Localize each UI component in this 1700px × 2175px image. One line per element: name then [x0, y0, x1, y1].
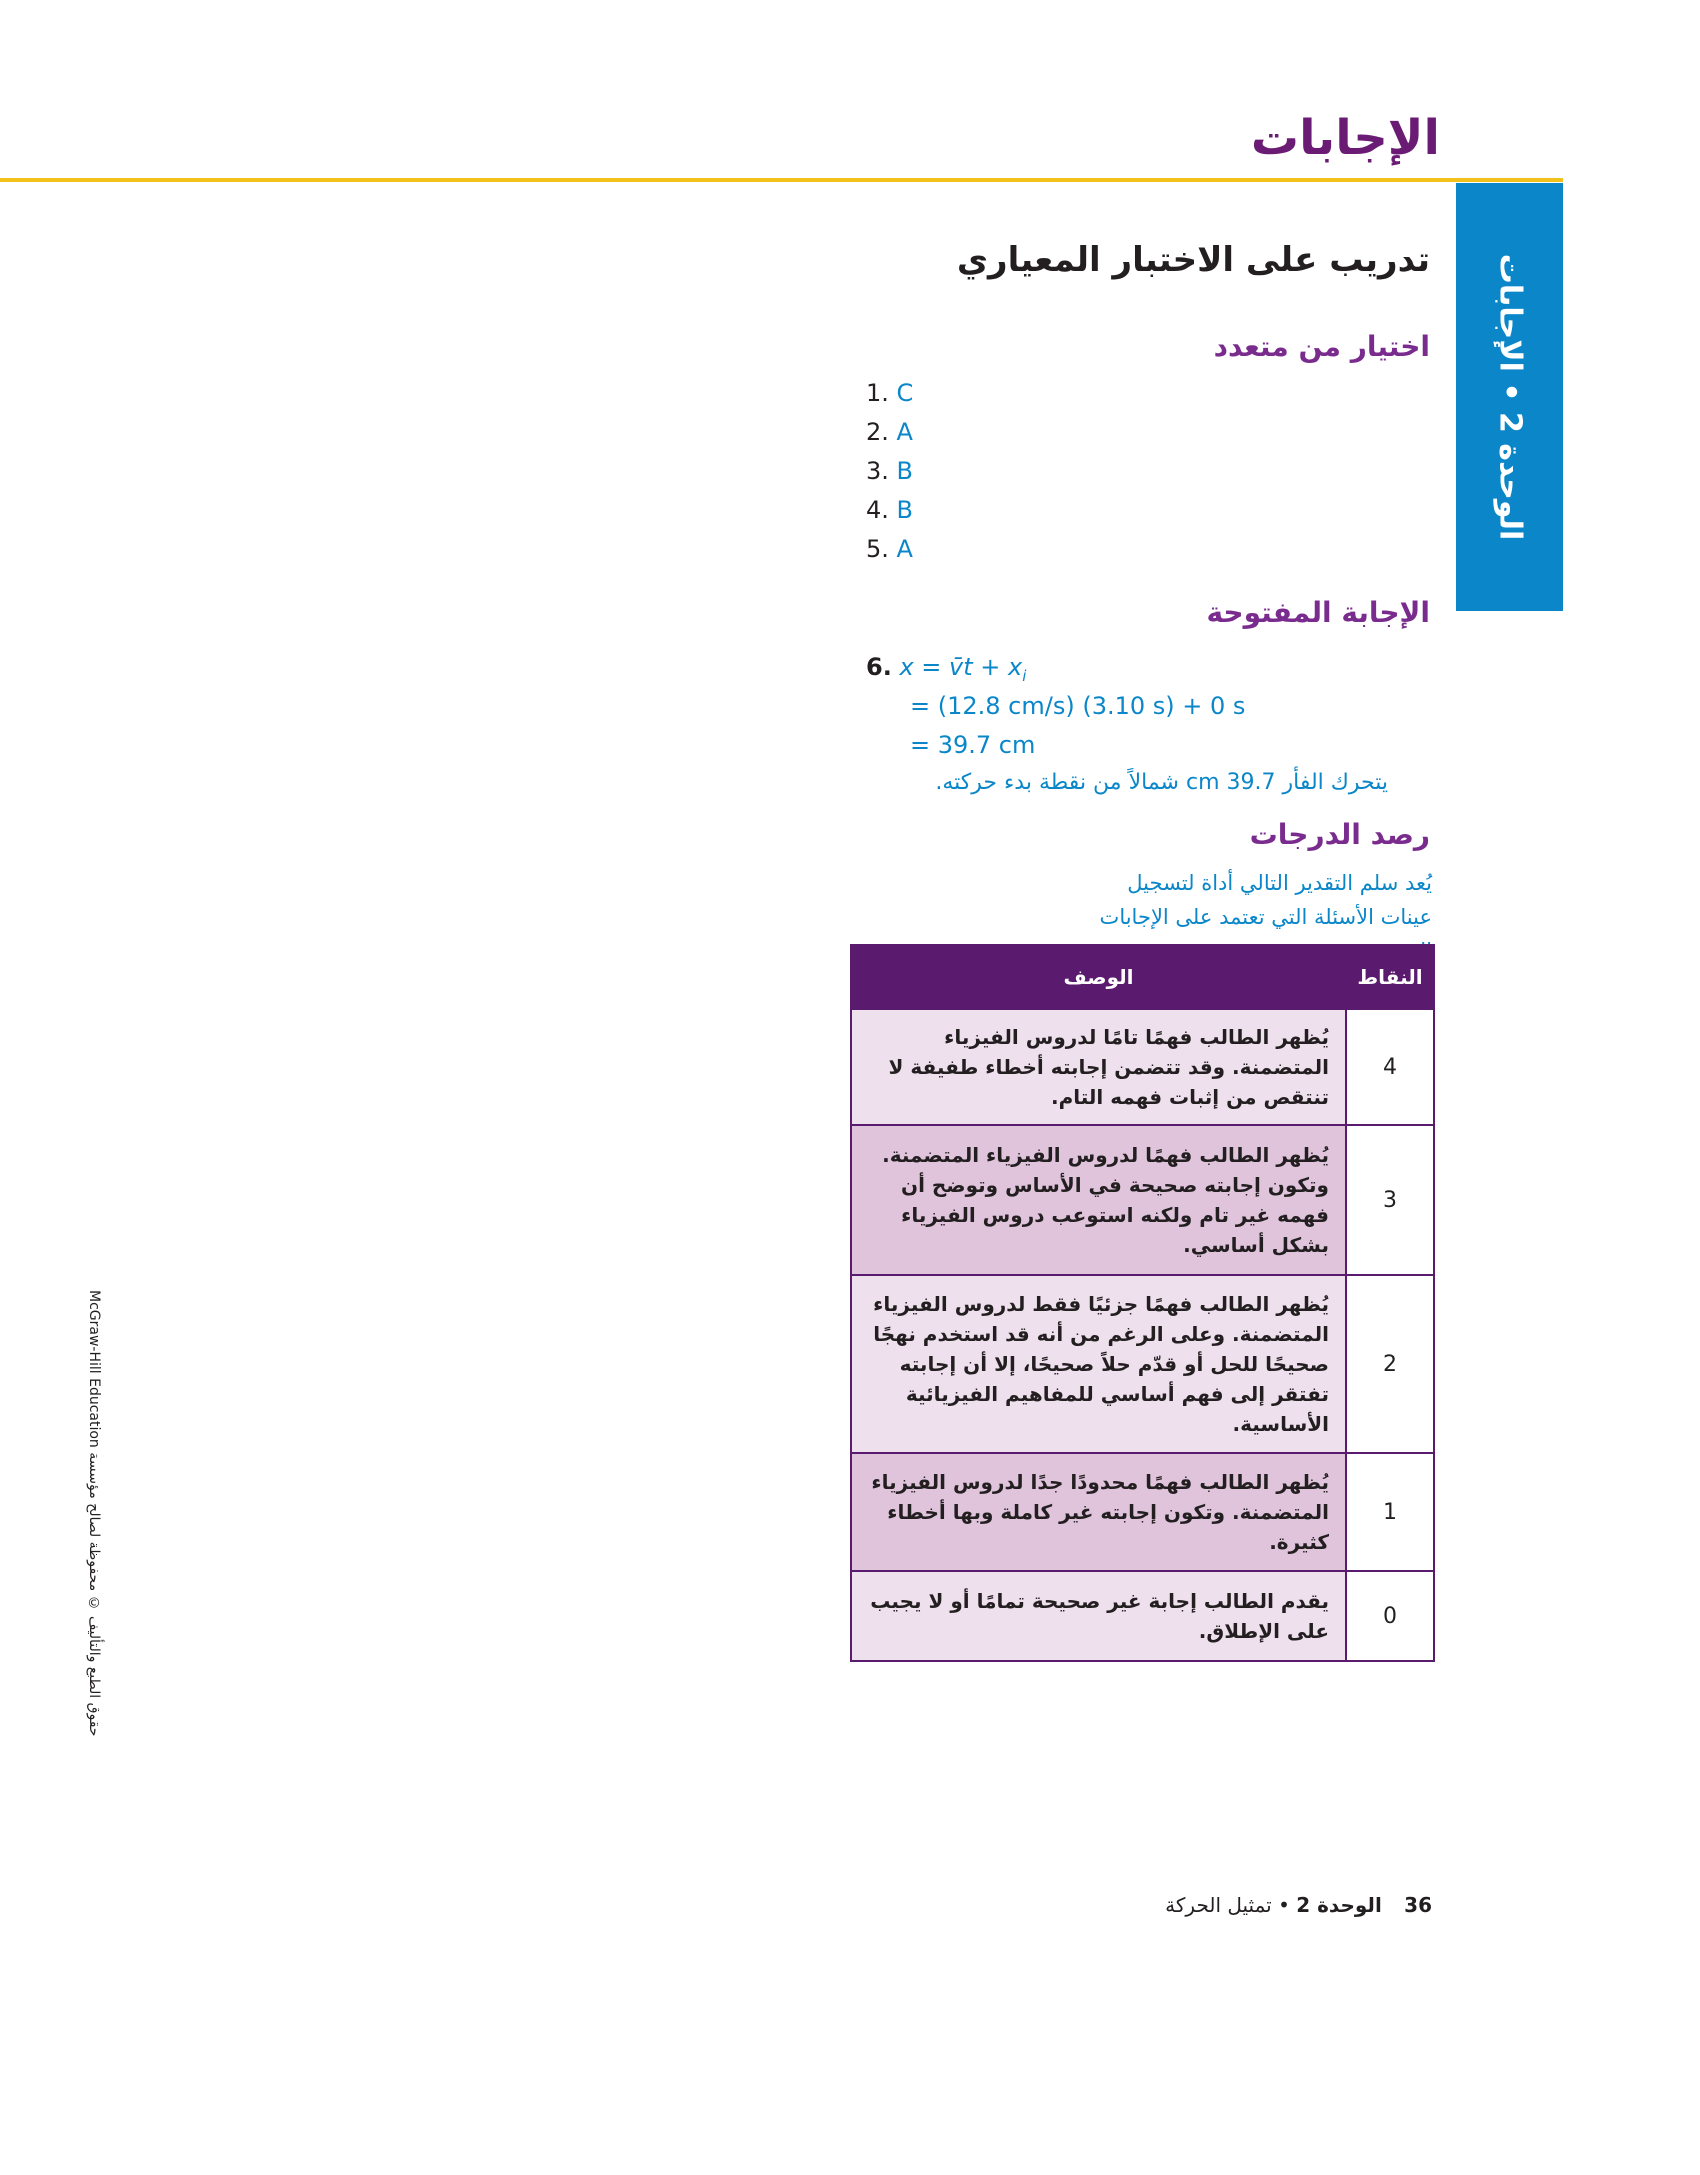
table-row	[851, 1453, 1434, 1571]
open-response-calculation	[866, 648, 1245, 765]
multiple-choice-list	[866, 374, 913, 569]
points-cell: 0	[1346, 1571, 1434, 1661]
column-header-points: النقاط	[1346, 945, 1434, 1009]
scoring-rubric-table	[850, 944, 1435, 1662]
section-title: تدريب على الاختبار المعياري	[956, 240, 1430, 280]
page-number: 36	[1404, 1893, 1432, 1917]
description-cell: يقدم الطالب إجابة غير صحيحة تمامًا أو لا يجيب على الإطلاق.	[851, 1571, 1346, 1661]
list-item: 5. A	[866, 535, 913, 563]
table-row	[851, 1571, 1434, 1661]
points-cell: 2	[1346, 1275, 1434, 1453]
open-response-note: يتحرك الفأر 39.7 cm شمالاً من نقطة بدء حركته.	[935, 770, 1388, 795]
list-item: 4. B	[866, 496, 914, 524]
multiple-choice-heading: اختيار من متعدد	[1213, 330, 1430, 363]
copyright-notice: حقوق الطبع والتأليف © محفوظة لصالح مؤسسة McGraw-Hill Education	[86, 1290, 102, 1737]
list-item: 2. A	[866, 418, 913, 446]
page-footer: 36 الوحدة 2 • تمثيل الحركة	[1165, 1893, 1432, 1917]
description-cell: يُظهر الطالب فهمًا تامًا لدروس الفيزياء المتضمنة. وقد تتضمن إجابته أخطاء طفيفة لا تنتقص من إثبات فهمه التام.	[851, 1009, 1346, 1125]
points-cell: 1	[1346, 1453, 1434, 1571]
side-tab-label: الوحدة 2 • الإجابات	[1492, 253, 1527, 541]
calc-line-2: = (12.8 cm/s) (3.10 s) + 0 s	[910, 692, 1246, 720]
table-header-row	[851, 945, 1434, 1009]
footer-unit-title: تمثيل الحركة	[1165, 1893, 1272, 1917]
column-header-description: الوصف	[851, 945, 1346, 1009]
description-cell: يُظهر الطالب فهمًا لدروس الفيزياء المتضمنة. وتكون إجابته صحيحة في الأساس وتوضح أن فهمه غير تام ولكنه استوعب دروس الفيزياء بشكل أساسي.	[851, 1125, 1346, 1275]
header-rule	[0, 178, 1563, 182]
points-cell: 3	[1346, 1125, 1434, 1275]
footer-unit: الوحدة 2	[1296, 1893, 1382, 1917]
description-cell: يُظهر الطالب فهمًا محدودًا جدًا لدروس الفيزياء المتضمنة. وتكون إجابته غير كاملة وبها أخطاء كثيرة.	[851, 1453, 1346, 1571]
table-row	[851, 1275, 1434, 1453]
list-item: 3. B	[866, 457, 914, 485]
open-response-heading: الإجابة المفتوحة	[1206, 596, 1430, 629]
scoring-heading: رصد الدرجات	[1249, 818, 1430, 851]
list-item: 1. C	[866, 379, 914, 407]
scoring-description: يُعد سلم التقدير التالي أداة لتسجيل عينات الأسئلة التي تعتمد على الإجابات	[1099, 871, 1432, 929]
calc-line-3: = 39.7 cm	[910, 731, 1036, 759]
page-title: الإجابات	[1250, 110, 1440, 166]
calc-line-1: 6. x = v̄t + $x_i$	[866, 653, 1027, 685]
side-tab	[1456, 183, 1563, 611]
table-row	[851, 1009, 1434, 1125]
points-cell: 4	[1346, 1009, 1434, 1125]
description-cell: يُظهر الطالب فهمًا جزئيًا فقط لدروس الفيزياء المتضمنة. وعلى الرغم من أنه قد استخدم نهجًا صحيحًا للحل أو قدّم حلاً صحيحًا، إلا أن إجابته تفتقر إلى فهم أساسي للمفاهيم الفيزيائية الأساسية.	[851, 1275, 1346, 1453]
table-row	[851, 1125, 1434, 1275]
